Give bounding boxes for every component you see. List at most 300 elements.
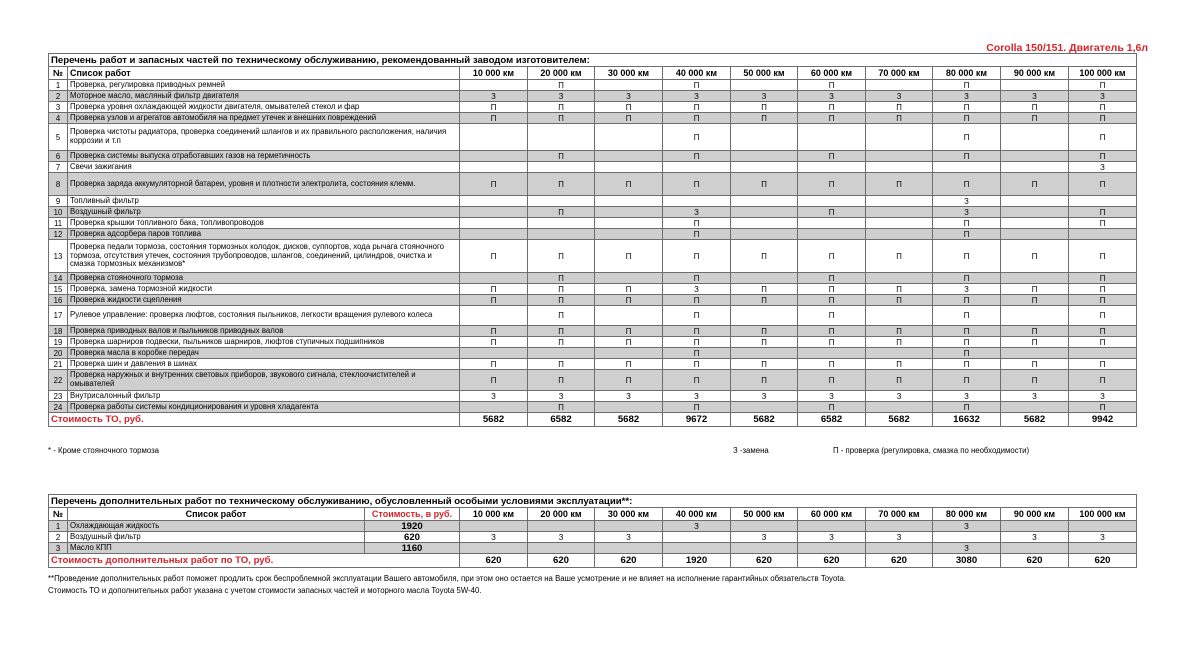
row-number: 4 [49, 113, 68, 124]
row-mark-cell: З [528, 532, 595, 543]
table-row [49, 218, 1137, 229]
row-mark-cell: П [933, 273, 1001, 284]
row-mark-cell: З [933, 284, 1001, 295]
row-mark-cell: П [1001, 359, 1069, 370]
table-row [49, 348, 1137, 359]
row-mark-cell [528, 348, 595, 359]
row-mark-cell [866, 543, 933, 554]
row-mark-cell [595, 196, 663, 207]
row-mark-cell: П [1069, 240, 1137, 273]
header-mileage-5: 50 000 км [731, 67, 798, 80]
row-mark-cell: З [1069, 91, 1137, 102]
row-mark-cell: П [1069, 295, 1137, 306]
table-row [49, 207, 1137, 218]
row-mark-cell [866, 229, 933, 240]
row-mark-cell: З [731, 391, 798, 402]
row-work-text: Проверка педали тормоза, состояния тормозных колодок, дисков, суппортов, хода рычага стояночного тормоза, отсутствия утечек, состояния трубопроводов, шлангов, соединений, цилиндров, очистка и смазка тормозных механизмов* [68, 240, 460, 273]
row-mark-cell: П [798, 295, 866, 306]
row-mark-cell [731, 80, 798, 91]
row-mark-cell: П [731, 173, 798, 196]
row-mark-cell [663, 532, 731, 543]
cost-label: Стоимость ТО, руб. [49, 413, 460, 427]
table-row [49, 337, 1137, 348]
row-mark-cell: З [933, 196, 1001, 207]
row-mark-cell: П [798, 370, 866, 391]
row-mark-cell: П [528, 295, 595, 306]
row-number: 2 [49, 91, 68, 102]
row-mark-cell [460, 273, 528, 284]
row-mark-cell [798, 218, 866, 229]
row-mark-cell [460, 306, 528, 326]
maintenance-table [48, 53, 1137, 427]
row-mark-cell [460, 196, 528, 207]
row-mark-cell: З [798, 532, 866, 543]
row-mark-cell: П [1001, 173, 1069, 196]
row-mark-cell: П [798, 326, 866, 337]
row-mark-cell [528, 521, 595, 532]
row-mark-cell [1069, 543, 1137, 554]
row-price: 1160 [365, 543, 460, 554]
row-mark-cell: П [798, 359, 866, 370]
row-mark-cell [1001, 124, 1069, 151]
row-mark-cell [1001, 273, 1069, 284]
row-mark-cell [731, 196, 798, 207]
table-row [49, 306, 1137, 326]
row-mark-cell: З [798, 391, 866, 402]
row-mark-cell: П [1069, 273, 1137, 284]
row-mark-cell: П [663, 402, 731, 413]
row-mark-cell: П [595, 370, 663, 391]
row-mark-cell: П [595, 337, 663, 348]
row-mark-cell: П [663, 240, 731, 273]
row-mark-cell: П [528, 359, 595, 370]
row-mark-cell [731, 218, 798, 229]
row-number: 13 [49, 240, 68, 273]
extra-cost-value: 620 [460, 554, 528, 568]
row-mark-cell: З [933, 207, 1001, 218]
row-work-text: Проверка приводных валов и пыльников приводных валов [68, 326, 460, 337]
header-work-list: Список работ [68, 67, 460, 80]
row-mark-cell: З [731, 91, 798, 102]
row-mark-cell: П [1069, 284, 1137, 295]
extra-header-number: № [49, 508, 68, 521]
row-mark-cell [866, 151, 933, 162]
row-mark-cell: П [663, 173, 731, 196]
header-mileage-8: 80 000 км [933, 67, 1001, 80]
note-prices: Стоимость ТО и дополнительных работ указана с учетом стоимости запасных частей и моторного масла Toyota 5W-40. [48, 586, 482, 595]
row-mark-cell: П [1069, 402, 1137, 413]
row-mark-cell: З [663, 91, 731, 102]
extra-header-mileage-6: 60 000 км [798, 508, 866, 521]
header-mileage-1: 10 000 км [460, 67, 528, 80]
row-mark-cell: П [528, 102, 595, 113]
extra-header-work-list: Список работ [68, 508, 365, 521]
row-mark-cell: З [933, 521, 1001, 532]
row-work-text: Проверка адсорбера паров топлива [68, 229, 460, 240]
row-mark-cell [866, 273, 933, 284]
row-mark-cell [595, 402, 663, 413]
row-number: 5 [49, 124, 68, 151]
row-mark-cell [731, 207, 798, 218]
row-mark-cell: П [933, 173, 1001, 196]
table-row [49, 402, 1137, 413]
row-mark-cell: П [528, 240, 595, 273]
row-mark-cell: П [595, 113, 663, 124]
row-mark-cell [460, 207, 528, 218]
row-mark-cell [731, 151, 798, 162]
row-mark-cell [595, 273, 663, 284]
table-row [49, 124, 1137, 151]
row-mark-cell: З [595, 91, 663, 102]
row-mark-cell: П [933, 229, 1001, 240]
row-mark-cell: З [933, 391, 1001, 402]
row-work-text: Проверка, замена тормозной жидкости [68, 284, 460, 295]
row-mark-cell [866, 207, 933, 218]
row-mark-cell [595, 124, 663, 151]
row-mark-cell: П [460, 295, 528, 306]
table-row [49, 173, 1137, 196]
row-mark-cell: П [866, 359, 933, 370]
row-mark-cell [731, 124, 798, 151]
row-number: 23 [49, 391, 68, 402]
row-mark-cell: П [731, 295, 798, 306]
extra-cost-value: 620 [1001, 554, 1069, 568]
row-mark-cell [663, 543, 731, 554]
row-mark-cell: П [460, 337, 528, 348]
extra-header-mileage-1: 10 000 км [460, 508, 528, 521]
row-mark-cell: П [933, 102, 1001, 113]
row-mark-cell [460, 80, 528, 91]
row-mark-cell [663, 196, 731, 207]
row-mark-cell [595, 543, 663, 554]
row-mark-cell: З [1069, 391, 1137, 402]
maintenance-table-title: Перечень работ и запасных частей по техническому обслуживанию, рекомендованный заводом изготовителем: [49, 54, 1137, 67]
row-mark-cell: П [663, 337, 731, 348]
row-mark-cell: П [798, 273, 866, 284]
cost-value: 5682 [595, 413, 663, 427]
row-mark-cell [933, 162, 1001, 173]
row-mark-cell: П [933, 113, 1001, 124]
row-work-text: Проверка масла в коробке передач [68, 348, 460, 359]
cost-value: 9672 [663, 413, 731, 427]
row-mark-cell: П [663, 295, 731, 306]
row-mark-cell: П [933, 337, 1001, 348]
row-mark-cell [798, 348, 866, 359]
header-mileage-2: 20 000 км [528, 67, 595, 80]
row-mark-cell: П [528, 80, 595, 91]
row-mark-cell: П [528, 370, 595, 391]
row-mark-cell [528, 162, 595, 173]
row-mark-cell: П [528, 326, 595, 337]
row-work-text: Воздушный фильтр [68, 207, 460, 218]
row-mark-cell: З [663, 391, 731, 402]
row-mark-cell: П [528, 273, 595, 284]
row-mark-cell: П [663, 102, 731, 113]
row-mark-cell [866, 196, 933, 207]
extra-header-mileage-4: 40 000 км [663, 508, 731, 521]
row-mark-cell [460, 402, 528, 413]
row-mark-cell [866, 218, 933, 229]
row-mark-cell [528, 543, 595, 554]
row-mark-cell: П [663, 370, 731, 391]
row-mark-cell [798, 229, 866, 240]
row-mark-cell: П [1069, 113, 1137, 124]
row-mark-cell [595, 348, 663, 359]
row-mark-cell: П [663, 306, 731, 326]
row-mark-cell: П [663, 359, 731, 370]
cost-value: 16632 [933, 413, 1001, 427]
row-mark-cell [460, 151, 528, 162]
row-mark-cell: З [528, 391, 595, 402]
row-number: 12 [49, 229, 68, 240]
row-mark-cell: П [731, 326, 798, 337]
extra-cost-value: 620 [1069, 554, 1137, 568]
row-number: 6 [49, 151, 68, 162]
header-mileage-9: 90 000 км [1001, 67, 1069, 80]
cost-value: 6582 [528, 413, 595, 427]
row-work-text: Свечи зажигания [68, 162, 460, 173]
header-mileage-10: 100 000 км [1069, 67, 1137, 80]
row-number: 24 [49, 402, 68, 413]
row-number: 18 [49, 326, 68, 337]
row-mark-cell [731, 521, 798, 532]
row-mark-cell: З [663, 284, 731, 295]
extra-cost-row [49, 554, 1137, 568]
row-mark-cell: З [663, 521, 731, 532]
row-mark-cell: П [866, 370, 933, 391]
table-row [49, 543, 1137, 554]
row-mark-cell: П [866, 326, 933, 337]
table-row [49, 229, 1137, 240]
row-mark-cell: П [798, 151, 866, 162]
row-mark-cell [460, 543, 528, 554]
row-work-text: Проверка жидкости сцепления [68, 295, 460, 306]
row-mark-cell: П [933, 124, 1001, 151]
table-row [49, 196, 1137, 207]
row-mark-cell [528, 196, 595, 207]
legend-check: П - проверка (регулировка, смазка по необходимости) [833, 446, 1030, 455]
row-mark-cell [595, 80, 663, 91]
row-mark-cell [595, 306, 663, 326]
row-mark-cell: П [866, 173, 933, 196]
row-mark-cell [731, 273, 798, 284]
cost-value: 5682 [460, 413, 528, 427]
row-number: 15 [49, 284, 68, 295]
row-number: 14 [49, 273, 68, 284]
extra-cost-value: 3080 [933, 554, 1001, 568]
row-number: 8 [49, 173, 68, 196]
extra-cost-value: 1920 [663, 554, 731, 568]
row-mark-cell: П [595, 240, 663, 273]
row-mark-cell [1001, 521, 1069, 532]
row-mark-cell [460, 229, 528, 240]
row-mark-cell: П [866, 240, 933, 273]
row-mark-cell [1001, 402, 1069, 413]
row-mark-cell: П [798, 284, 866, 295]
row-mark-cell: П [731, 284, 798, 295]
row-mark-cell: П [528, 337, 595, 348]
row-mark-cell [595, 151, 663, 162]
row-mark-cell: П [460, 370, 528, 391]
cost-value: 5682 [1001, 413, 1069, 427]
row-mark-cell [460, 218, 528, 229]
row-mark-cell: П [460, 240, 528, 273]
row-mark-cell: П [1069, 359, 1137, 370]
row-mark-cell: П [866, 102, 933, 113]
extra-cost-value: 620 [866, 554, 933, 568]
row-mark-cell: П [528, 207, 595, 218]
row-work-text: Проверка шарниров подвески, пыльников шарниров, люфтов ступичных подшипников [68, 337, 460, 348]
row-mark-cell: П [1001, 284, 1069, 295]
row-mark-cell [1001, 151, 1069, 162]
row-mark-cell: П [731, 102, 798, 113]
row-number: 2 [49, 532, 68, 543]
row-mark-cell [731, 306, 798, 326]
table-row [49, 273, 1137, 284]
row-mark-cell: П [798, 80, 866, 91]
row-work-text: Охлаждающая жидкость [68, 521, 365, 532]
row-work-text: Внутрисалонный фильтр [68, 391, 460, 402]
row-mark-cell: П [460, 359, 528, 370]
row-mark-cell [595, 218, 663, 229]
row-mark-cell: З [528, 91, 595, 102]
row-mark-cell [460, 162, 528, 173]
row-mark-cell: П [528, 151, 595, 162]
row-mark-cell: П [1069, 337, 1137, 348]
row-mark-cell: П [933, 151, 1001, 162]
row-work-text: Топливный фильтр [68, 196, 460, 207]
row-mark-cell [933, 532, 1001, 543]
row-work-text: Проверка системы выпуска отработавших газов на герметичность [68, 151, 460, 162]
row-mark-cell: З [663, 207, 731, 218]
row-work-text: Проверка узлов и агрегатов автомобиля на предмет утечек и внешних повреждений [68, 113, 460, 124]
row-mark-cell: П [933, 326, 1001, 337]
row-mark-cell: П [1001, 295, 1069, 306]
row-mark-cell: П [595, 102, 663, 113]
extra-header-mileage-8: 80 000 км [933, 508, 1001, 521]
row-mark-cell: П [731, 113, 798, 124]
row-mark-cell: П [731, 337, 798, 348]
extra-cost-label: Стоимость дополнительных работ по ТО, руб. [49, 554, 460, 568]
row-price: 620 [365, 532, 460, 543]
row-mark-cell: П [1069, 151, 1137, 162]
row-mark-cell: П [933, 348, 1001, 359]
row-mark-cell: П [663, 348, 731, 359]
row-work-text: Проверка чистоты радиатора, проверка соединений шлангов и их правильного расположения, наличия коррозии и т.п [68, 124, 460, 151]
row-mark-cell [1001, 218, 1069, 229]
row-mark-cell [595, 162, 663, 173]
row-mark-cell: П [663, 80, 731, 91]
row-mark-cell [1001, 348, 1069, 359]
row-number: 21 [49, 359, 68, 370]
row-mark-cell: П [1069, 218, 1137, 229]
row-number: 19 [49, 337, 68, 348]
row-mark-cell: П [1069, 80, 1137, 91]
cost-value: 6582 [798, 413, 866, 427]
row-mark-cell [731, 162, 798, 173]
row-mark-cell: П [798, 102, 866, 113]
row-mark-cell [731, 402, 798, 413]
extra-works-table [48, 494, 1137, 568]
row-work-text: Проверка стояночного тормоза [68, 273, 460, 284]
row-mark-cell [1001, 543, 1069, 554]
row-mark-cell [595, 521, 663, 532]
row-mark-cell [866, 348, 933, 359]
row-work-text: Проверка шин и давления в шинах [68, 359, 460, 370]
row-mark-cell: П [731, 359, 798, 370]
row-mark-cell: П [528, 402, 595, 413]
row-mark-cell [798, 521, 866, 532]
row-mark-cell: П [460, 284, 528, 295]
row-mark-cell: П [1001, 337, 1069, 348]
table-row [49, 521, 1137, 532]
row-number: 3 [49, 102, 68, 113]
row-work-text: Проверка, регулировка приводных ремней [68, 80, 460, 91]
row-work-text: Проверка наружных и внутренних световых приборов, звукового сигнала, стеклоочистителей и омывателей [68, 370, 460, 391]
row-mark-cell [1001, 162, 1069, 173]
row-mark-cell [731, 543, 798, 554]
extra-header-mileage-3: 30 000 км [595, 508, 663, 521]
header-mileage-3: 30 000 км [595, 67, 663, 80]
row-mark-cell: З [1069, 162, 1137, 173]
cost-row [49, 413, 1137, 427]
row-price: 1920 [365, 521, 460, 532]
table-row [49, 326, 1137, 337]
row-mark-cell: П [595, 284, 663, 295]
row-mark-cell: П [1069, 306, 1137, 326]
row-mark-cell [663, 162, 731, 173]
row-mark-cell [460, 124, 528, 151]
model-title: Corolla 150/151. Двигатель 1,6л [986, 42, 1148, 54]
table-row [49, 162, 1137, 173]
row-mark-cell: З [595, 391, 663, 402]
row-mark-cell [1001, 229, 1069, 240]
extra-table-title: Перечень дополнительных работ по техническому обслуживанию, обусловленный особыми условиями эксплуатации**: [49, 495, 1137, 508]
row-mark-cell: П [663, 113, 731, 124]
row-mark-cell: П [663, 124, 731, 151]
table-row [49, 359, 1137, 370]
table-row [49, 113, 1137, 124]
row-mark-cell: П [460, 326, 528, 337]
row-mark-cell [460, 521, 528, 532]
extra-header-mileage-7: 70 000 км [866, 508, 933, 521]
row-mark-cell: П [731, 240, 798, 273]
row-number: 17 [49, 306, 68, 326]
row-mark-cell: З [798, 91, 866, 102]
row-mark-cell: П [1069, 370, 1137, 391]
row-mark-cell: П [1001, 102, 1069, 113]
row-number: 1 [49, 80, 68, 91]
extra-cost-value: 620 [731, 554, 798, 568]
row-mark-cell [595, 207, 663, 218]
row-mark-cell: П [528, 113, 595, 124]
row-mark-cell [528, 229, 595, 240]
row-work-text: Масло КПП [68, 543, 365, 554]
row-mark-cell: П [528, 306, 595, 326]
row-mark-cell: З [866, 532, 933, 543]
row-number: 16 [49, 295, 68, 306]
row-mark-cell: П [460, 173, 528, 196]
extra-cost-value: 620 [595, 554, 663, 568]
table-row [49, 151, 1137, 162]
footnote-brakes: * - Кроме стояночного тормоза [48, 446, 160, 455]
header-mileage-4: 40 000 км [663, 67, 731, 80]
row-mark-cell: П [595, 295, 663, 306]
row-mark-cell [1069, 196, 1137, 207]
row-mark-cell: П [528, 173, 595, 196]
row-mark-cell [731, 229, 798, 240]
row-mark-cell: П [798, 402, 866, 413]
